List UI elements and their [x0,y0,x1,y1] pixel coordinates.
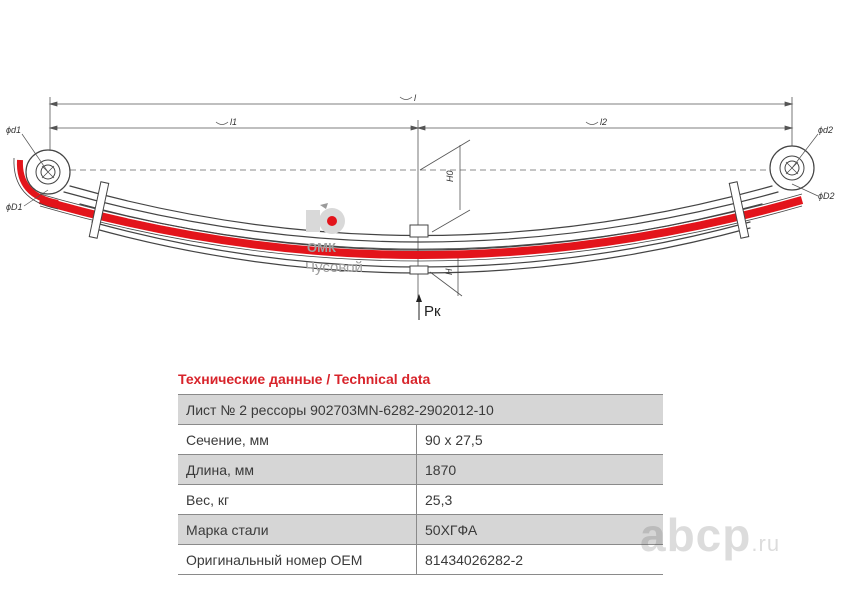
omk-logo [305,203,363,276]
table-row [178,455,663,485]
dim-d1-label: ϕd1 [6,125,22,135]
row-value: 90 х 27,5 [417,425,664,455]
dim-D2-label: ϕD2 [818,191,835,201]
part-name-cell: Лист № 2 рессоры 902703MN-6282-2902012-10 [178,395,663,425]
dim-d2-label: ϕd2 [818,125,834,135]
row-value: 25,3 [417,485,664,515]
dimension-l [50,97,792,150]
dim-l1-label: l1 [230,117,238,127]
dim-h0-label: H0 [445,170,455,182]
watermark-suffix: .ru [751,531,781,556]
abcp-watermark [640,508,830,588]
technical-data-table [178,394,663,575]
row-value: 1870 [417,455,664,485]
load-label: Рк [424,303,441,320]
watermark-main: abcp [640,509,752,561]
logo-brand: ОМК [307,240,336,255]
watermark-text [640,508,780,562]
row-value: 81434026282-2 [417,545,664,575]
dim-l-label: l [414,93,416,103]
table-row [178,485,663,515]
dim-D1-label: ϕD1 [6,202,23,212]
row-label: Сечение, мм [178,425,417,455]
table-row [178,425,663,455]
dim-l2-label: l2 [600,117,608,127]
row-label: Вес, кг [178,485,417,515]
dim-h-label: H [444,268,454,275]
row-value: 50ХГФА [417,515,664,545]
table-header-row [178,395,663,425]
right-clamp [729,182,748,238]
logo-city: Чусовой [305,259,363,276]
table-row [178,545,663,575]
row-label: Длина, мм [178,455,417,485]
row-label: Марка стали [178,515,417,545]
row-label: Оригинальный номер OEM [178,545,417,575]
technical-data-title: Технические данные / Technical data [178,371,431,387]
load-arrow [416,294,422,320]
table-row [178,515,663,545]
